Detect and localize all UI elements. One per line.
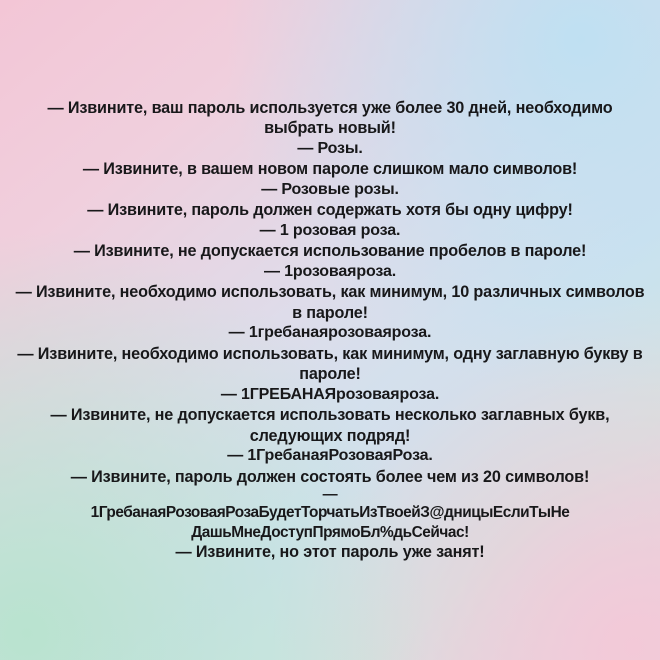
dialogue-line: — 1ГребанаяРозоваяРоза. bbox=[227, 447, 433, 464]
dialogue-line: — Извините, в вашем новом пароле слишком мало символов! bbox=[82, 160, 578, 178]
dialogue-line: — Извините, не допускается использовать несколько заглавных букв, следующих подряд! bbox=[50, 406, 610, 445]
dialogue-line: — Извините, не допускается использование пробелов в пароле! bbox=[73, 242, 587, 260]
dialogue-line: — 1 розовая роза. bbox=[259, 221, 401, 239]
dialogue-line: 1ГребанаяРозоваяРозаБудетТорчатьИзТвоейЗ@дницыЕслиТыНе ДашьМнеДоступПрямоБл%дьСейчас! bbox=[90, 504, 570, 541]
dialogue-line: — Розовые розы. bbox=[261, 180, 399, 198]
dialogue-line: — 1розоваяроза. bbox=[263, 262, 397, 280]
dialogue-line: — Извините, необходимо использовать, как минимум, одну заглавную букву в пароле! bbox=[17, 344, 643, 383]
dialogue-line: — Извините, пароль должен состоять более чем из 20 символов! bbox=[70, 467, 590, 486]
dialogue-line: — 1гребанаярозоваяроза. bbox=[228, 324, 432, 341]
dialogue-list bbox=[8, 98, 652, 563]
dialogue-line: — bbox=[322, 486, 338, 503]
dialogue-line: — Извините, ваш пароль используется уже более 30 дней, необходимо выбрать новый! bbox=[47, 98, 613, 137]
dialogue-line: — Извините, но этот пароль уже занят! bbox=[175, 543, 485, 561]
dialogue-line: — 1ГРЕБАНАЯрозоваяроза. bbox=[220, 385, 440, 403]
dialogue-line: — Розы. bbox=[297, 139, 363, 157]
dialogue-line: — Извините, необходимо использовать, как минимум, 10 различных символов в пароле! bbox=[15, 283, 645, 322]
dialogue-line: — Извините, пароль должен содержать хотя бы одну цифру! bbox=[87, 201, 573, 219]
